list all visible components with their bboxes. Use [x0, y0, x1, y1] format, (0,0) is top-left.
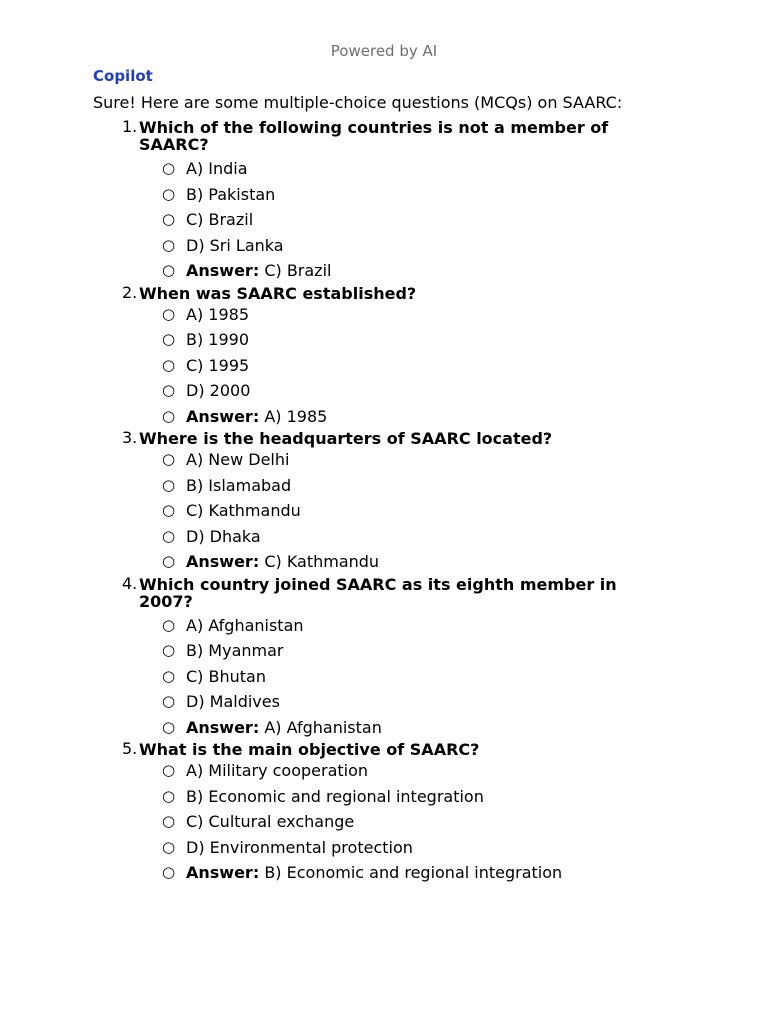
question-number: 2. — [122, 282, 138, 302]
answer-line — [186, 258, 331, 284]
option-item — [0, 524, 768, 550]
option-text: A) India — [186, 159, 248, 178]
option-item — [0, 638, 768, 664]
option-item — [0, 835, 768, 861]
answer-item — [0, 404, 768, 430]
option-item — [0, 809, 768, 835]
option-text: D) Sri Lanka — [186, 235, 284, 255]
option-list — [0, 156, 768, 284]
option-text: B) 1990 — [186, 330, 250, 349]
option-item — [0, 207, 768, 233]
circle-bullet-icon: ○ — [162, 210, 176, 228]
circle-bullet-icon: ○ — [162, 666, 176, 685]
circle-bullet-icon: ○ — [162, 406, 176, 425]
answer-line — [186, 404, 327, 430]
option-text: C) Cultural exchange — [186, 812, 355, 831]
powered-by-label: Powered by AI — [330, 42, 438, 60]
circle-bullet-icon: ○ — [162, 863, 176, 881]
option-item — [0, 784, 768, 810]
option-text: D) 2000 — [186, 381, 251, 400]
circle-bullet-icon: ○ — [162, 330, 176, 348]
question-2 — [0, 284, 768, 430]
option-text: D) Dhaka — [186, 526, 261, 546]
answer-label: Answer: — [186, 552, 260, 571]
answer-value: A) 1985 — [264, 406, 328, 426]
sender-name: Copilot — [93, 67, 153, 85]
option-text: B) Economic and regional integration — [186, 786, 484, 806]
option-item — [0, 302, 768, 328]
answer-value: A) Afghanistan — [264, 717, 382, 737]
option-list — [0, 613, 768, 741]
question-1 — [0, 118, 768, 284]
question-text: Where is the headquarters of SAARC located? — [139, 429, 553, 448]
circle-bullet-icon: ○ — [162, 641, 176, 659]
option-text: C) Kathmandu — [186, 501, 301, 520]
answer-line — [186, 549, 379, 575]
question-number: 5. — [122, 739, 138, 758]
option-list — [0, 758, 768, 886]
answer-item — [0, 549, 768, 575]
circle-bullet-icon: ○ — [162, 235, 176, 254]
question-number: 1. — [122, 117, 138, 136]
question-list — [0, 118, 768, 886]
answer-label: Answer: — [186, 863, 260, 882]
question-text: What is the main objective of SAARC? — [139, 740, 480, 759]
answer-item — [0, 715, 768, 741]
option-item — [0, 689, 768, 715]
option-item — [0, 758, 768, 784]
option-text: A) 1985 — [186, 304, 249, 324]
answer-item — [0, 258, 768, 284]
question-number: 3. — [122, 428, 138, 447]
question-text: When was SAARC established? — [139, 283, 417, 303]
circle-bullet-icon: ○ — [162, 526, 176, 545]
option-item — [0, 353, 768, 379]
option-text: A) Military cooperation — [186, 761, 369, 780]
question-text: Which country joined SAARC as its eighth member in 2007? — [139, 574, 617, 611]
option-list — [0, 447, 768, 575]
option-item — [0, 613, 768, 639]
option-item — [0, 156, 768, 182]
circle-bullet-icon: ○ — [162, 355, 176, 374]
question-4 — [0, 575, 768, 741]
circle-bullet-icon: ○ — [162, 837, 176, 856]
circle-bullet-icon: ○ — [162, 786, 176, 805]
answer-label: Answer: — [186, 717, 260, 737]
option-item — [0, 378, 768, 404]
circle-bullet-icon: ○ — [162, 501, 176, 519]
option-item — [0, 498, 768, 524]
option-item — [0, 182, 768, 208]
option-item — [0, 447, 768, 473]
option-text: A) Afghanistan — [186, 615, 304, 635]
circle-bullet-icon: ○ — [162, 692, 176, 710]
answer-line — [186, 715, 382, 741]
intro-text: Sure! Here are some multiple-choice questions (MCQs) on SAARC: — [93, 93, 623, 112]
option-text: B) Islamabad — [186, 475, 292, 495]
option-text: D) Maldives — [186, 692, 280, 711]
question-text: Which of the following countries is not a member of SAARC? — [139, 118, 609, 154]
option-item — [0, 473, 768, 499]
option-text: B) Myanmar — [186, 641, 284, 660]
option-item — [0, 327, 768, 353]
answer-item — [0, 860, 768, 886]
circle-bullet-icon: ○ — [162, 812, 176, 830]
option-item — [0, 233, 768, 259]
circle-bullet-icon: ○ — [162, 184, 176, 203]
circle-bullet-icon: ○ — [162, 261, 176, 279]
circle-bullet-icon: ○ — [162, 761, 176, 779]
option-text: A) New Delhi — [186, 450, 290, 469]
option-text: C) Bhutan — [186, 666, 266, 686]
option-text: C) Brazil — [186, 210, 254, 229]
option-text: B) Pakistan — [186, 184, 276, 204]
question-number: 4. — [122, 573, 138, 593]
answer-value: C) Kathmandu — [264, 552, 380, 571]
answer-line — [186, 860, 562, 886]
circle-bullet-icon: ○ — [162, 717, 176, 736]
answer-label: Answer: — [186, 406, 260, 426]
option-item — [0, 664, 768, 690]
circle-bullet-icon: ○ — [162, 450, 176, 468]
circle-bullet-icon: ○ — [162, 381, 176, 399]
circle-bullet-icon: ○ — [162, 615, 176, 634]
circle-bullet-icon: ○ — [162, 304, 176, 323]
answer-label: Answer: — [186, 261, 260, 280]
option-text: D) Environmental protection — [186, 837, 413, 857]
question-5 — [0, 740, 768, 886]
circle-bullet-icon: ○ — [162, 475, 176, 494]
option-list — [0, 302, 768, 430]
answer-value: B) Economic and regional integration — [264, 863, 563, 882]
answer-value: C) Brazil — [264, 261, 332, 280]
option-text: C) 1995 — [186, 355, 250, 375]
circle-bullet-icon: ○ — [162, 552, 176, 570]
question-3 — [0, 429, 768, 575]
circle-bullet-icon: ○ — [162, 159, 176, 177]
